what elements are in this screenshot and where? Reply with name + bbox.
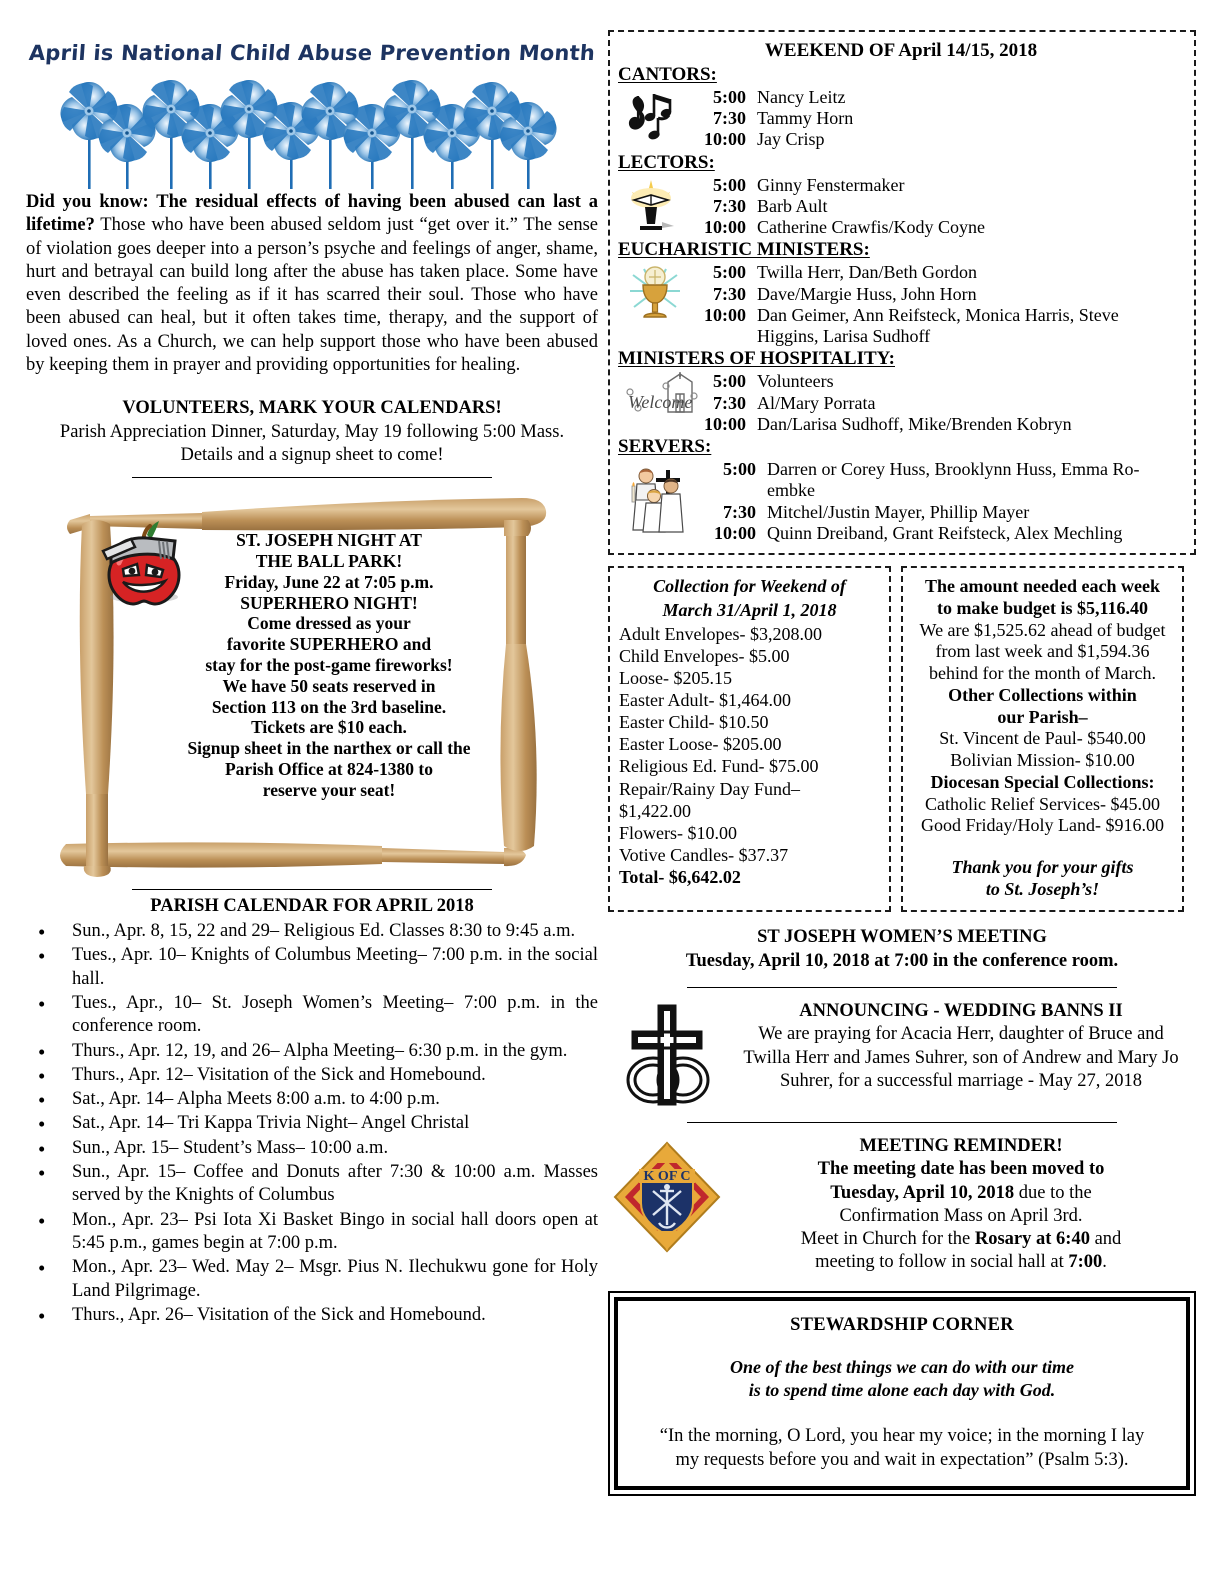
- diocesan-item: Good Friday/Holy Land- $916.00: [921, 815, 1164, 836]
- minister-names: Quinn Dreiband, Grant Reifsteck, Alex Mechling: [767, 522, 1123, 543]
- lectern-icon: [624, 178, 680, 232]
- mass-time: 7:30: [713, 195, 746, 216]
- collection-line: Child Envelopes- $5.00: [619, 646, 790, 667]
- minister-names: Al/Mary Porrata: [757, 392, 876, 413]
- minister-names-line1: Dan Geimer, Ann Reifsteck, Monica Harris, Steve: [757, 304, 1119, 325]
- schedule-row: [680, 129, 1184, 150]
- list-item: • Sat., Apr. 14– Alpha Meets 8:00 a.m. to 4:00 p.m.: [26, 1088, 598, 1111]
- ballpark-line: Parish Office at 824-1380 to: [224, 759, 433, 780]
- pinwheel-row-icon: [57, 71, 567, 191]
- collection-line: $1,422.00: [619, 800, 691, 821]
- mass-time: 7:30: [713, 392, 746, 413]
- list-item: • Thurs., Apr. 12, 19, and 26– Alpha Meeting– 6:30 p.m. in the gym.: [26, 1040, 598, 1063]
- ministry-group-lectors: [618, 152, 1184, 239]
- volunteers-line-1: Parish Appreciation Dinner, Saturday, May 19 following 5:00 Mass.: [59, 421, 565, 442]
- bat-right: [500, 520, 536, 851]
- schedule-row: [680, 87, 1184, 108]
- svg-text:Welcome: Welcome: [628, 392, 693, 413]
- mass-time: 5:00: [713, 174, 746, 195]
- svg-text:K OF C: K OF C: [643, 1168, 691, 1184]
- budget-head-line1: The amount needed each week: [925, 575, 1160, 596]
- welcome-church-icon: [622, 372, 698, 426]
- mass-time: 10:00: [714, 522, 756, 543]
- list-item: • Sat., Apr. 14– Tri Kappa Trivia Night– Angel Christal: [26, 1112, 598, 1135]
- diocesan-head: Diocesan Special Collections:: [930, 771, 1155, 792]
- minister-names: Catherine Crawfis/Kody Coyne: [757, 217, 985, 238]
- kofc-line1: The meeting date has been moved to: [817, 1159, 1105, 1180]
- ballpark-flyer: [52, 494, 572, 879]
- ballpark-line: We have 50 seats reserved in: [222, 675, 436, 696]
- minister-names-line2: Higgins, Larisa Sudhoff: [757, 326, 931, 347]
- mass-time: 10:00: [704, 217, 746, 238]
- minister-names-line1: Darren or Corey Huss, Brooklynn Huss, Emma Ro-: [767, 459, 1140, 480]
- volunteers-line-2: Details and a signup sheet to come!: [180, 444, 444, 465]
- parish-calendar-title: PARISH CALENDAR FOR APRIL 2018: [150, 896, 474, 917]
- schedule-row: [680, 305, 1184, 347]
- collection-total: Total- $6,642.02: [619, 866, 741, 887]
- schedule-row: [680, 196, 1184, 217]
- banner-title: April is National Child Abuse Prevention Month: [28, 41, 596, 65]
- stewardship-title: STEWARDSHIP CORNER: [790, 1314, 1014, 1335]
- kofc-line5-post: .: [1102, 1252, 1107, 1273]
- group-rows: [690, 459, 1184, 544]
- collection-title-line2: March 31/April 1, 2018: [662, 599, 837, 620]
- mass-time: 5:00: [713, 262, 746, 283]
- schedule-row: [680, 217, 1184, 238]
- left-column: [26, 36, 598, 1328]
- collection-line: Adult Envelopes- $3,208.00: [619, 624, 822, 645]
- kofc-line5-pre: meeting to follow in social hall at: [815, 1252, 1069, 1273]
- awareness-lead: Did you know: The residual effects of having been abused can last a lifetime?: [26, 192, 598, 236]
- altar-servers-icon: [626, 462, 690, 536]
- collection-line: Votive Candles- $37.37: [619, 844, 789, 865]
- stewardship-quote-line2: is to spend time alone each day with God.: [748, 1379, 1056, 1400]
- minister-names-line2: embke: [767, 480, 815, 501]
- mass-time: 10:00: [704, 129, 746, 150]
- wedding-banns-line3: Suhrer, for a successful marriage - May 27, 2018: [780, 1070, 1142, 1091]
- ballpark-line: ST. JOSEPH NIGHT AT: [236, 530, 422, 551]
- group-rows: [680, 262, 1184, 347]
- stewardship-inner: [614, 1297, 1190, 1490]
- schedule-row: [680, 108, 1184, 129]
- divider-rule-2: [132, 889, 492, 890]
- minister-names: Tammy Horn: [757, 108, 854, 129]
- kofc-meeting-block: [608, 1135, 1196, 1275]
- kofc-meeting-time: 7:00: [1068, 1252, 1103, 1273]
- collection-line: Repair/Rainy Day Fund–: [619, 778, 800, 799]
- kofc-line4-post: and: [1089, 1229, 1122, 1250]
- weekend-title: WEEKEND OF April 14/15, 2018: [764, 40, 1038, 61]
- minister-names: Mitchel/Justin Mayer, Phillip Mayer: [767, 501, 1030, 522]
- ballpark-line: Tickets are $10 each.: [251, 717, 407, 738]
- ballpark-line: Come dressed as your: [247, 613, 411, 634]
- budget-body-line3: behind for the month of March.: [929, 663, 1156, 684]
- child-abuse-prevention-banner: [26, 41, 598, 191]
- kofc-line2-rest: due to the: [1014, 1182, 1092, 1203]
- schedule-row: [690, 459, 1184, 501]
- divider-rule-1: [132, 477, 492, 478]
- weekend-ministers-box: [608, 30, 1196, 555]
- collection-box: [608, 566, 891, 912]
- collection-title-line1: Collection for Weekend of: [653, 575, 846, 596]
- mass-time: 7:30: [713, 108, 746, 129]
- group-heading: SERVERS:: [618, 436, 712, 458]
- collection-line: Flowers- $10.00: [619, 822, 737, 843]
- ballpark-line: favorite SUPERHERO and: [226, 634, 432, 655]
- collection-line: Loose- $205.15: [619, 668, 732, 689]
- collection-line: Easter Loose- $205.00: [619, 734, 782, 755]
- schedule-row: [680, 414, 1184, 435]
- stewardship-quote-line1: One of the best things we can do with our time: [729, 1356, 1075, 1377]
- wedding-banns-line2: Twilla Herr and James Suhrer, son of Andrew and Mary Jo: [743, 1047, 1179, 1068]
- list-item: • Tues., Apr., 10– St. Joseph Women’s Meeting– 7:00 p.m. in the conference room.: [26, 992, 598, 1039]
- group-heading: MINISTERS OF HOSPITALITY:: [618, 348, 895, 370]
- list-item: • Thurs., Apr. 26– Visitation of the Sick and Homebound.: [26, 1304, 598, 1327]
- womens-meeting-title: ST JOSEPH WOMEN’S MEETING: [757, 927, 1047, 948]
- ministry-group-hospitality: [618, 348, 1184, 435]
- mass-time: 5:00: [713, 371, 746, 392]
- wedding-banns-title: ANNOUNCING - WEDDING BANNS II: [799, 1000, 1123, 1021]
- list-item: • Mon., Apr. 23– Psi Iota Xi Basket Bingo in social hall doors open at 5:45 p.m., games begin at 7:00 p.m.: [26, 1209, 598, 1256]
- list-item: • Sun., Apr. 8, 15, 22 and 29– Religious Ed. Classes 8:30 to 9:45 a.m.: [26, 920, 598, 943]
- schedule-row: [690, 502, 1184, 523]
- ballpark-line: Friday, June 22 at 7:05 p.m.: [224, 571, 434, 592]
- parish-calendar: [26, 896, 598, 1327]
- mass-time: 7:30: [723, 501, 756, 522]
- ballpark-line: stay for the post-game fireworks!: [205, 654, 453, 675]
- wedding-banns-line1: We are praying for Acacia Herr, daughter of Bruce and: [758, 1024, 1164, 1045]
- right-column: [608, 30, 1196, 1496]
- mass-time: 5:00: [713, 87, 746, 107]
- ballpark-line: Signup sheet in the narthex or call the: [187, 738, 471, 759]
- kofc-line2-date: Tuesday, April 10, 2018: [830, 1182, 1015, 1203]
- kofc-line4: [726, 1228, 1196, 1251]
- other-collection-item: Bolivian Mission- $10.00: [950, 750, 1135, 771]
- minister-names: Volunteers: [757, 371, 834, 392]
- ballpark-line: THE BALL PARK!: [255, 550, 403, 571]
- schedule-row: [680, 393, 1184, 414]
- list-item: • Thurs., Apr. 12– Visitation of the Sick and Homebound.: [26, 1064, 598, 1087]
- knights-of-columbus-emblem: [608, 1135, 726, 1255]
- kofc-title: MEETING REMINDER!: [859, 1135, 1063, 1156]
- schedule-row: [680, 371, 1184, 392]
- minister-names: Dan/Larisa Sudhoff, Mike/Brenden Kobryn: [757, 413, 1072, 434]
- schedule-row: [690, 523, 1184, 544]
- kofc-line3: Confirmation Mass on April 3rd.: [839, 1205, 1083, 1226]
- stewardship-psalm-line2: my requests before you and wait in expectation” (Psalm 5:3).: [675, 1449, 1129, 1470]
- cross-wedding-rings-icon: [608, 1000, 726, 1108]
- other-collections-head2: our Parish–: [997, 706, 1088, 727]
- list-item: • Sun., Apr. 15– Coffee and Donuts after 7:30 & 10:00 a.m. Masses served by the Knights of Columbus: [26, 1161, 598, 1208]
- schedule-row: [680, 284, 1184, 305]
- volunteers-block: [26, 397, 598, 467]
- womens-meeting-line: Tuesday, April 10, 2018 at 7:00 in the conference room.: [685, 950, 1119, 971]
- list-item: • Mon., Apr. 23– Wed. May 2– Msgr. Pius N. Ilechukwu gone for Holy Land Pilgrimage.: [26, 1256, 598, 1303]
- kofc-rosary-time: Rosary at 6:40: [974, 1229, 1090, 1250]
- ministry-group-eucharistic-ministers: [618, 239, 1184, 347]
- other-collections-head1: Other Collections within: [948, 684, 1137, 705]
- divider-rule-3: [687, 987, 1117, 988]
- diocesan-item: Catholic Relief Services- $45.00: [925, 793, 1160, 814]
- ballpark-line: Section 113 on the 3rd baseline.: [211, 696, 447, 717]
- budget-body-line2: from last week and $1,594.36: [935, 641, 1150, 662]
- minister-names: Twilla Herr, Dan/Beth Gordon: [757, 262, 977, 283]
- group-rows: [680, 175, 1184, 239]
- minister-names: Barb Ault: [757, 195, 828, 216]
- chalice-icon: [628, 265, 684, 319]
- divider-rule-4: [687, 1122, 1117, 1123]
- mass-time: 10:00: [704, 304, 746, 325]
- wedding-banns-text: [726, 1000, 1196, 1093]
- stewardship-psalm-line1: “In the morning, O Lord, you hear my voice; in the morning I lay: [659, 1425, 1145, 1446]
- list-item: • Sun., Apr. 15– Student’s Mass– 10:00 a.m.: [26, 1137, 598, 1160]
- group-rows: [680, 371, 1184, 435]
- kofc-text: [726, 1135, 1196, 1275]
- budget-box: [901, 566, 1184, 912]
- ballpark-line: SUPERHERO NIGHT!: [240, 592, 418, 613]
- group-heading: EUCHARISTIC MINISTERS:: [618, 239, 870, 261]
- womens-meeting-block: [608, 926, 1196, 973]
- thanks-line2: to St. Joseph’s!: [985, 878, 1100, 899]
- kofc-line2: [726, 1182, 1196, 1205]
- awareness-paragraph: [26, 191, 598, 377]
- list-item: • Tues., Apr. 10– Knights of Columbus Meeting– 7:00 p.m. in the social hall.: [26, 944, 598, 991]
- volunteers-title: VOLUNTEERS, MARK YOUR CALENDARS!: [122, 398, 502, 419]
- ballpark-line: reserve your seat!: [262, 779, 396, 800]
- minister-names: Ginny Fenstermaker: [757, 174, 905, 195]
- awareness-body: Those who have been abused seldom just “get over it.” The sense of violation goes deeper into a person’s psyche and feelings of anger, shame, hurt and betrayal can build long after the abuse has taken place. Some have even described the feeling as if it has scarred their soul. Those who have been abused can heal, but it often takes time, therapy, and the support of loved ones. As a Church, we can help support those who have been abused by keeping them in prayer and providing opportunities for healing.: [26, 215, 598, 376]
- schedule-row: [680, 175, 1184, 196]
- ballpark-text: [164, 530, 494, 801]
- collection-line: Religious Ed. Fund- $75.00: [619, 756, 819, 777]
- mass-time: 7:30: [713, 283, 746, 304]
- ministry-group-cantors: [618, 64, 1184, 151]
- schedule-row: [680, 262, 1184, 283]
- thanks-line1: Thank you for your gifts: [951, 857, 1134, 878]
- collection-line: Easter Child- $10.50: [619, 712, 769, 733]
- minister-names: [746, 305, 1119, 347]
- bat-bottom: [60, 842, 526, 867]
- music-notes-icon: [624, 90, 680, 144]
- minister-names: Dave/Margie Huss, John Horn: [757, 283, 977, 304]
- pinwheels-svg: [57, 71, 567, 191]
- stewardship-corner-box: [608, 1291, 1196, 1496]
- mass-time: 10:00: [704, 413, 746, 434]
- group-heading: LECTORS:: [618, 151, 715, 173]
- kofc-line5: [726, 1251, 1196, 1274]
- other-collection-item: St. Vincent de Paul- $540.00: [939, 728, 1146, 749]
- ministry-group-servers: [618, 436, 1184, 544]
- kofc-line4-pre: Meet in Church for the: [800, 1229, 975, 1250]
- collection-line: Easter Adult- $1,464.00: [619, 690, 791, 711]
- minister-names: Jay Crisp: [757, 129, 825, 150]
- minister-names: Nancy Leitz: [757, 87, 846, 107]
- wedding-banns-block: [608, 1000, 1196, 1108]
- parish-calendar-list: [26, 920, 598, 1327]
- group-rows: [680, 87, 1184, 151]
- group-heading: CANTORS:: [618, 64, 717, 85]
- mass-time: 5:00: [723, 459, 756, 480]
- budget-head-line2: to make budget is $5,116.40: [936, 597, 1149, 618]
- budget-body-line1: We are $1,525.62 ahead of budget: [919, 619, 1166, 640]
- minister-names: [756, 459, 1139, 501]
- finance-boxes: [608, 566, 1196, 912]
